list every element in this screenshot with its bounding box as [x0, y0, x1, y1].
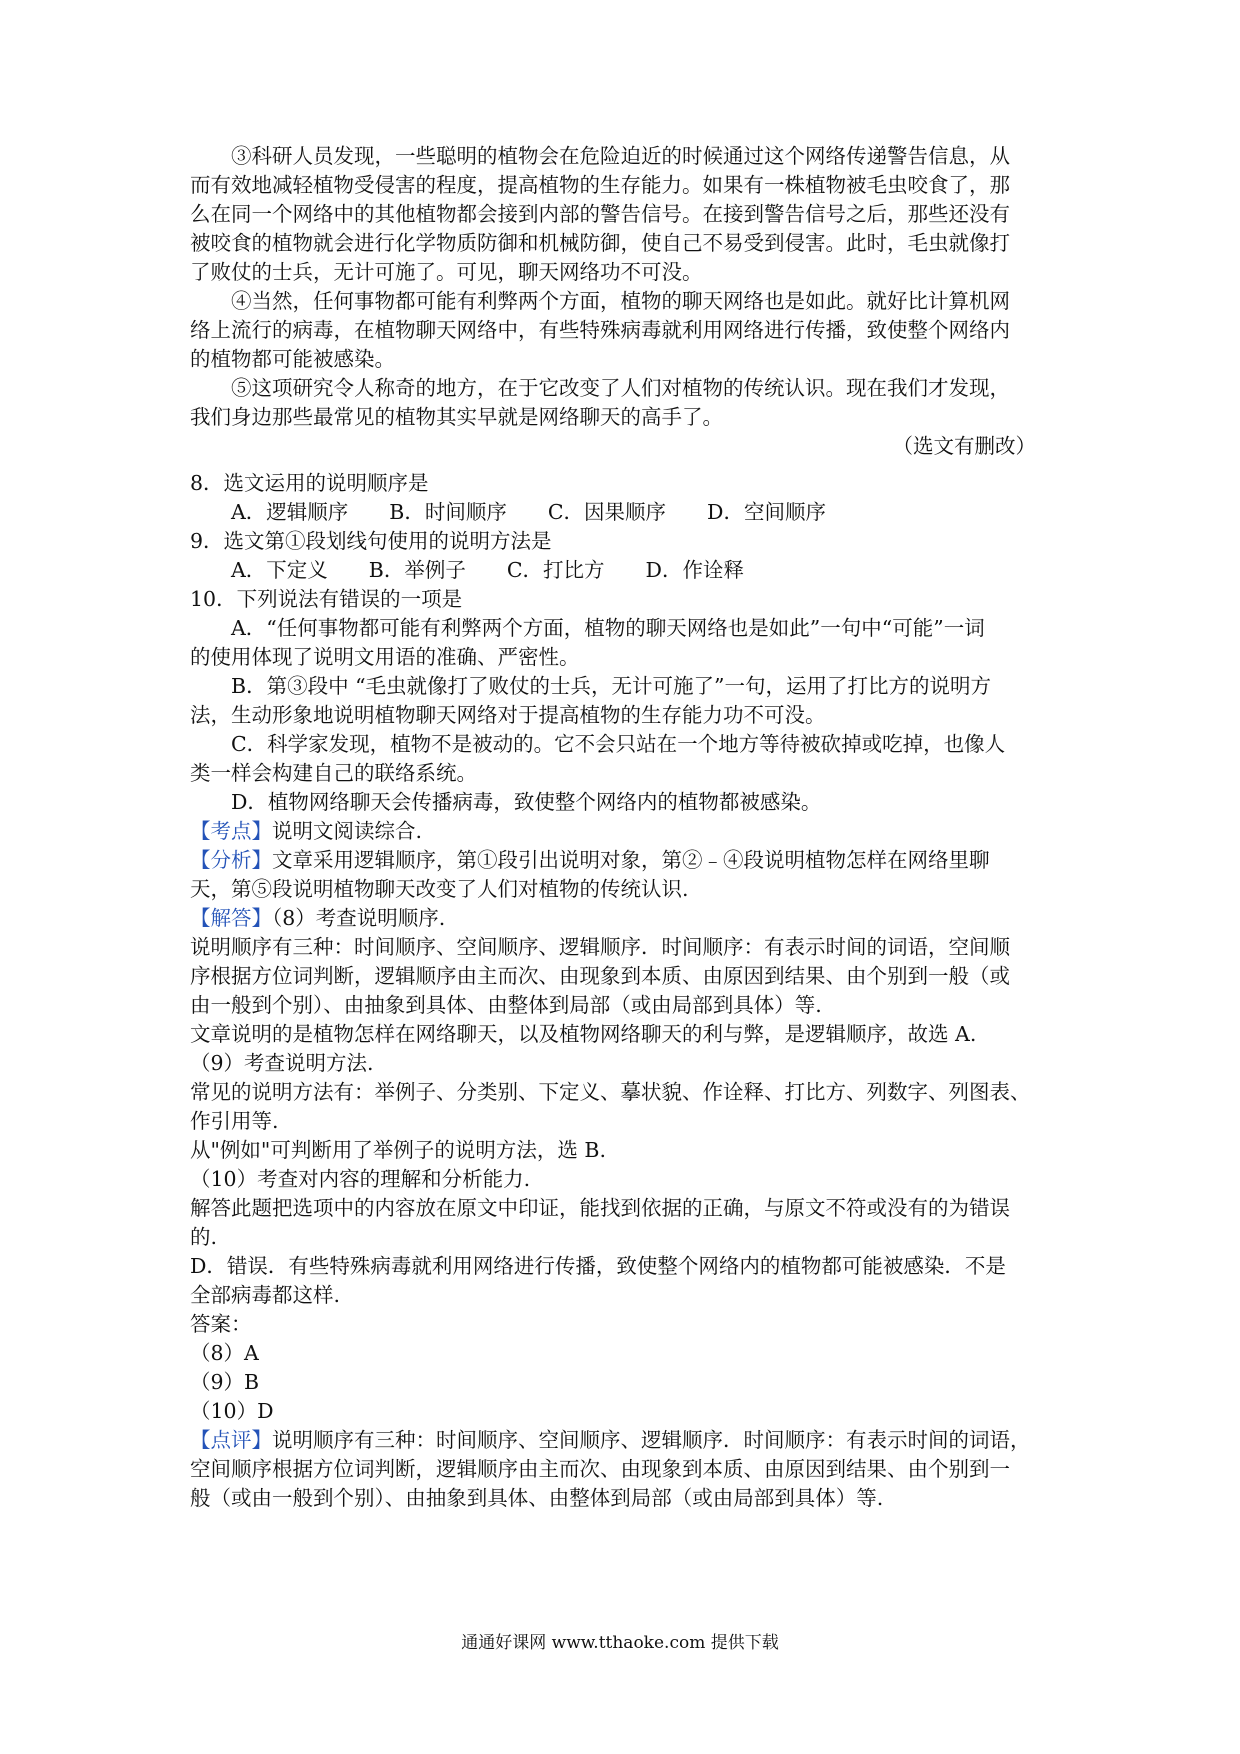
text-line: [190, 345, 1064, 374]
line-text: D．错误．有些特殊病毒就利用网络进行传播，致使整个网络内的植物都可能被感染．不是: [190, 1254, 1006, 1278]
line-text: 的使用体现了说明文用语的准确、严密性。: [190, 645, 580, 669]
text-line: [190, 171, 1064, 200]
text-line: [190, 1455, 1064, 1484]
line-text: ⑤这项研究令人称奇的地方，在于它改变了人们对植物的传统认识。现在我们才发现，: [231, 376, 1010, 400]
line-text: （8）考查说明顺序.: [272, 906, 446, 930]
text-line: [190, 374, 1064, 403]
line-text: D．植物网络聊天会传播病毒，致使整个网络内的植物都被感染。: [231, 790, 822, 814]
line-text: A．下定义 B．举例子 C．打比方 D．作诠释: [231, 558, 744, 582]
section-tag: 【考点】: [190, 819, 272, 843]
line-text: 络上流行的病毒，在植物聊天网络中，有些特殊病毒就利用网络进行传播，致使整个网络内: [190, 318, 1010, 342]
line-text: 说明顺序有三种：时间顺序、空间顺序、逻辑顺序．时间顺序：有表示时间的词语，: [272, 1428, 1031, 1452]
text-line: [190, 1049, 1064, 1078]
text-line: [190, 991, 1064, 1020]
line-text: 的.: [190, 1225, 218, 1249]
line-text: 类一样会构建自己的联络系统。: [190, 761, 477, 785]
line-text: （9）B: [190, 1370, 260, 1394]
line-text: 法，生动形象地说明植物聊天网络对于提高植物的生存能力功不可没。: [190, 703, 826, 727]
line-text: A．“任何事物都可能有利弊两个方面，植物的聊天网络也是如此”一句中“可能”一词: [231, 616, 985, 640]
line-text: （8）A: [190, 1341, 259, 1365]
line-text: （选文有删改）: [892, 434, 1036, 458]
text-line: [190, 701, 1064, 730]
line-text: （10）考查对内容的理解和分析能力.: [190, 1167, 531, 1191]
text-line: [190, 904, 1064, 933]
text-line: [190, 1397, 1064, 1426]
text-line: [190, 1194, 1064, 1223]
text-line: [190, 1368, 1064, 1397]
text-line: [190, 1281, 1064, 1310]
line-text: 被咬食的植物就会进行化学物质防御和机械防御，使自己不易受到侵害。此时，毛虫就像打: [190, 231, 1010, 255]
line-text: 的植物都可能被感染。: [190, 347, 395, 371]
text-line: [190, 1020, 1064, 1049]
text-line: [190, 258, 1064, 287]
line-text: 由一般到个别）、由抽象到具体、由整体到局部（或由局部到具体）等.: [190, 993, 822, 1017]
line-text: 般（或由一般到个别）、由抽象到具体、由整体到局部（或由局部到具体）等.: [190, 1486, 884, 1510]
text-line: [190, 672, 1064, 701]
line-text: ③科研人员发现，一些聪明的植物会在危险迫近的时候通过这个网络传递警告信息，从: [231, 144, 1010, 168]
line-text: 而有效地减轻植物受侵害的程度，提高植物的生存能力。如果有一株植物被毛虫咬食了，那: [190, 173, 1010, 197]
text-line: [190, 142, 1064, 171]
text-line: [190, 316, 1064, 345]
line-text: 说明顺序有三种：时间顺序、空间顺序、逻辑顺序．时间顺序：有表示时间的词语，空间顺: [190, 935, 1010, 959]
line-text: 从"例如"可判断用了举例子的说明方法，选 B.: [190, 1138, 606, 1162]
text-line: [190, 527, 1064, 556]
text-line: [190, 432, 1064, 461]
line-text: 答案：: [190, 1312, 252, 1336]
text-line: [190, 1078, 1064, 1107]
line-text: （10）D: [190, 1399, 274, 1423]
line-text: 序根据方位词判断，逻辑顺序由主而次、由现象到本质、由原因到结果、由个别到一般（或: [190, 964, 1010, 988]
text-line: [190, 759, 1064, 788]
line-text: 说明文阅读综合.: [272, 819, 423, 843]
text-line: [190, 614, 1064, 643]
text-line: [190, 1136, 1064, 1165]
text-line: [190, 1165, 1064, 1194]
line-text: 9．选文第①段划线句使用的说明方法是: [190, 529, 552, 553]
text-line: [190, 469, 1064, 498]
text-line: [190, 875, 1064, 904]
line-text: 文章采用逻辑顺序，第①段引出说明对象，第②﹣④段说明植物怎样在网络里聊: [272, 848, 990, 872]
line-text: 全部病毒都这样.: [190, 1283, 341, 1307]
text-line: [190, 229, 1064, 258]
text-line: [190, 817, 1064, 846]
line-text: （9）考查说明方法.: [190, 1051, 374, 1075]
section-tag: 【分析】: [190, 848, 272, 872]
text-line: [190, 287, 1064, 316]
text-line: [190, 1484, 1064, 1513]
line-text: C．科学家发现，植物不是被动的。它不会只站在一个地方等待被砍掉或吃掉，也像人: [231, 732, 1006, 756]
text-line: [190, 556, 1064, 585]
text-line: [190, 933, 1064, 962]
text-line: [190, 1252, 1064, 1281]
text-line: [190, 403, 1064, 432]
line-text: 作引用等.: [190, 1109, 279, 1133]
line-text: 了败仗的士兵，无计可施了。可见，聊天网络功不可没。: [190, 260, 703, 284]
page-footer: 通通好课网 www.tthaoke.com 提供下载: [461, 1633, 779, 1653]
line-text: 我们身边那些最常见的植物其实早就是网络聊天的高手了。: [190, 405, 723, 429]
line-text: 常见的说明方法有：举例子、分类别、下定义、摹状貌、作诠释、打比方、列数字、列图表、: [190, 1080, 1031, 1104]
text-line: [190, 1426, 1064, 1455]
section-tag: 【点评】: [190, 1428, 272, 1452]
line-text: 解答此题把选项中的内容放在原文中印证，能找到依据的正确，与原文不符或没有的为错误: [190, 1196, 1010, 1220]
line-text: 空间顺序根据方位词判断，逻辑顺序由主而次、由现象到本质、由原因到结果、由个别到一: [190, 1457, 1010, 1481]
text-line: [190, 846, 1064, 875]
text-line: [190, 730, 1064, 759]
text-line: [190, 1223, 1064, 1252]
text-line: [190, 1339, 1064, 1368]
line-text: B．第③段中 “毛虫就像打了败仗的士兵，无计可施了”一句，运用了打比方的说明方: [231, 674, 992, 698]
spacer: [190, 461, 1064, 469]
line-text: 天，第⑤段说明植物聊天改变了人们对植物的传统认识.: [190, 877, 689, 901]
text-line: [190, 498, 1064, 527]
text-line: [190, 200, 1064, 229]
line-text: 8．选文运用的说明顺序是: [190, 471, 429, 495]
line-text: 10．下列说法有错误的一项是: [190, 587, 463, 611]
document-body: [190, 142, 1064, 1513]
text-line: [190, 585, 1064, 614]
text-line: [190, 1107, 1064, 1136]
text-line: [190, 788, 1064, 817]
text-line: [190, 1310, 1064, 1339]
text-line: [190, 962, 1064, 991]
section-tag: 【解答】: [190, 906, 272, 930]
line-text: ④当然，任何事物都可能有利弊两个方面，植物的聊天网络也是如此。就好比计算机网: [231, 289, 1010, 313]
line-text: A．逻辑顺序 B．时间顺序 C．因果顺序 D．空间顺序: [231, 500, 826, 524]
line-text: 么在同一个网络中的其他植物都会接到内部的警告信号。在接到警告信号之后，那些还没有: [190, 202, 1010, 226]
text-line: [190, 643, 1064, 672]
line-text: 文章说明的是植物怎样在网络聊天，以及植物网络聊天的利与弊，是逻辑顺序，故选 A.: [190, 1022, 977, 1046]
